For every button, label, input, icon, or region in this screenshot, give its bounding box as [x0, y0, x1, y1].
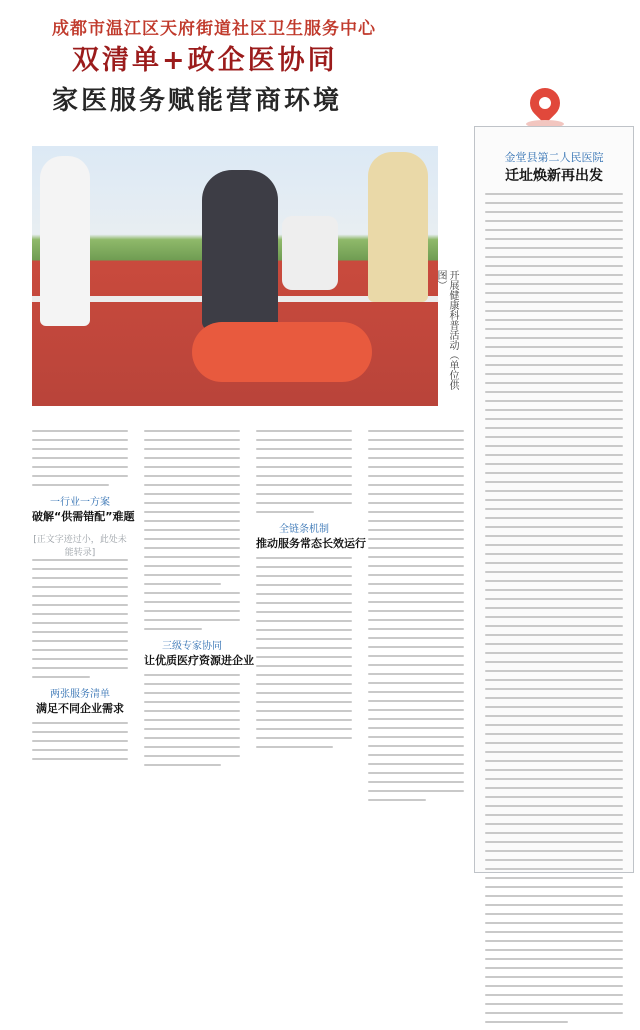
article-column — [32, 430, 135, 767]
sidebar-article — [474, 126, 634, 873]
headline-kicker: 成都市温江区天府街道社区卫生服务中心 — [52, 19, 376, 39]
photo-instructor — [202, 170, 278, 330]
section-kicker: 全链条机制 — [279, 524, 329, 535]
sidebar-kicker: 金堂县第二人民医院 — [504, 151, 604, 164]
article-column — [368, 430, 464, 808]
photo-caption: 开展健康科普活动（单位供图） — [435, 270, 458, 390]
section-heading — [32, 685, 128, 716]
section-heading — [256, 520, 366, 551]
section-heading — [144, 637, 254, 668]
sidebar-body-text — [485, 193, 623, 1030]
section-title: 破解“供需错配”难题 — [32, 510, 135, 523]
section-title: 满足不同企业需求 — [36, 702, 124, 716]
section-title: 让优质医疗资源进企业 — [144, 654, 254, 667]
photo-participant — [282, 216, 338, 290]
article-column — [256, 430, 366, 755]
location-pin-icon — [524, 82, 566, 124]
section-kicker: 三级专家协同 — [162, 641, 222, 652]
article-photo — [32, 146, 438, 406]
section-kicker: 一行业一方案 — [50, 497, 110, 508]
headline-title: 双清单+政企医协同 — [72, 45, 338, 76]
section-heading — [32, 493, 135, 524]
photo-onlooker — [40, 156, 90, 326]
photo-onlooker — [368, 152, 428, 302]
newspaper-page — [16, 8, 628, 874]
article-column — [144, 430, 254, 773]
section-title: 推动服务常态长效运行 — [256, 537, 366, 550]
photo-cpr-mannequin — [192, 322, 372, 382]
headline-subtitle: 家医服务赋能营商环境 — [52, 86, 343, 116]
body-text-placeholder: [正文字迹过小，此处未能转录] — [33, 535, 127, 558]
sidebar-title: 迁址焕新再出发 — [505, 168, 603, 184]
section-kicker: 两张服务清单 — [50, 689, 110, 701]
